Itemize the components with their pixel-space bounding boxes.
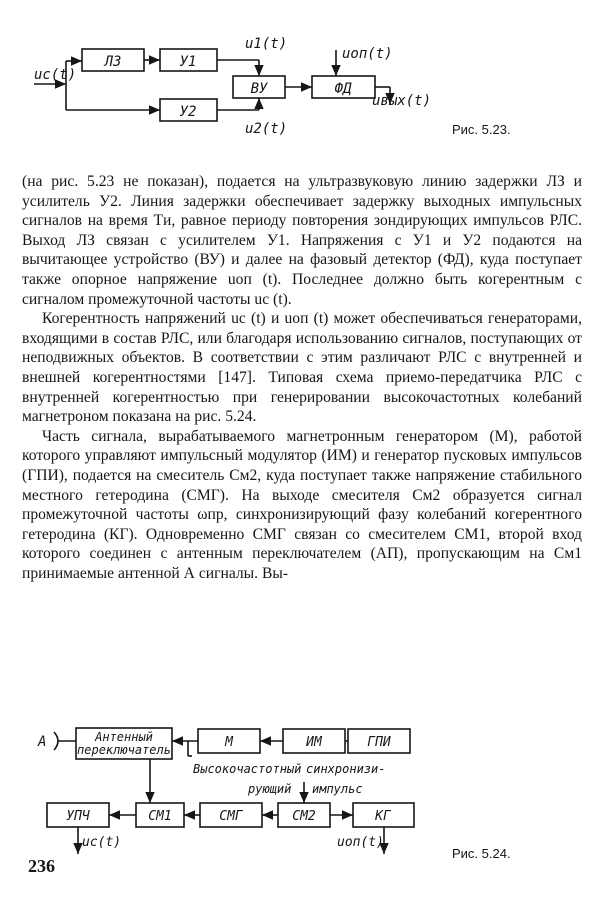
signal-uop-out: uоп(t) [337,835,384,850]
label-hf-pulse-2: синхронизи- [306,762,386,776]
label-sm2: СМ2 [292,809,316,824]
page-number: 236 [28,856,55,876]
figure-5-24-diagram [0,716,602,866]
label-lz: ЛЗ [104,54,122,70]
label-hf-pulse-3: рующий [248,782,292,796]
label-im: ИМ [306,735,322,750]
figure-5-23-caption: Рис. 5.23. [452,122,511,137]
paragraph-3: Часть сигнала, вырабатываемого магнетронным генератором (М), работой которого управляют импульсный модулятор (ИМ) и генератор пусковых импульсов (ГПИ), подается на смеситель См2, куда поступает также напряжение стабильного местного гетеродина (СМГ). На выходе смесителя См2 образуется сигнал промежуточной частоты ωпр, синхронизирующий фазу колебаний когерентного гетеродина (КГ). Одновременно СМГ связан со смесителем СМ1, второй вход которого соединен с антенным переключателем (АП), пропускающим на См1 принимаемые антенной А сигналы. Вы- [22,427,582,582]
label-ap-line2: переключатель [77,743,171,757]
label-kg: КГ [375,809,391,824]
signal-uop: uоп(t) [342,46,393,62]
label-gpi: ГПИ [367,735,391,750]
label-sm1: СМ1 [148,809,172,824]
figure-5-24-caption: Рис. 5.24. [452,846,511,861]
label-u1: У1 [179,54,197,70]
antenna-label: А [38,734,47,750]
body-text [22,172,582,583]
figure-5-23-diagram [0,0,602,160]
label-fd: ФД [334,81,352,97]
paragraph-1: (на рис. 5.23 не показан), подается на ультразвуковую линию задержки ЛЗ и усилитель У2. Линия задержки обеспечивает задержку выходных импульсных сигналов на время Tи, равное периоду повторения зондирующих импульсов РЛС. Выход ЛЗ связан с усилителем У1. Напряжения с У1 и У2 подаются на вычитающее устройство (ВУ) и далее на фазовый детектор (ФД), куда поступает также опорное напряжение uоп (t). Последнее должно быть когерентным с сигналом промежуточной частоты uс (t). [22,173,582,308]
antenna-symbol [54,732,58,750]
label-ap-line1: Антенный [95,730,153,744]
label-hf-pulse-4: импульс [312,782,363,796]
label-smg: СМГ [219,809,243,824]
label-u2: У2 [179,104,197,120]
signal-uc: uc(t) [34,67,77,83]
paragraph-2: Когерентность напряжений uс (t) и uоп (t) может обеспечиваться генераторами, входящими в состав РЛС, или благодаря использованию сигналов, поступающих от неподвижных объектов. В соответствии с этим различают РЛС с внутренней и внешней когерентностями [147]. Типовая схема приемо-передатчика РЛС с внутренней когерентностью при генерировании высокочастотных колебаний магнетроном показана на рис. 5.24. [22,310,582,426]
signal-uout: uвых(t) [372,93,432,109]
signal-u1t: u1(t) [245,36,288,52]
label-m: М [225,735,233,750]
signal-u2t: u2(t) [245,121,288,137]
signal-uc-out: uc(t) [82,835,122,850]
figure-5-24 [0,716,602,900]
label-upch: УПЧ [66,809,90,824]
label-vu: ВУ [250,81,268,97]
figure-5-23 [0,0,602,160]
label-hf-pulse-1: Высокочастотный [193,762,302,776]
